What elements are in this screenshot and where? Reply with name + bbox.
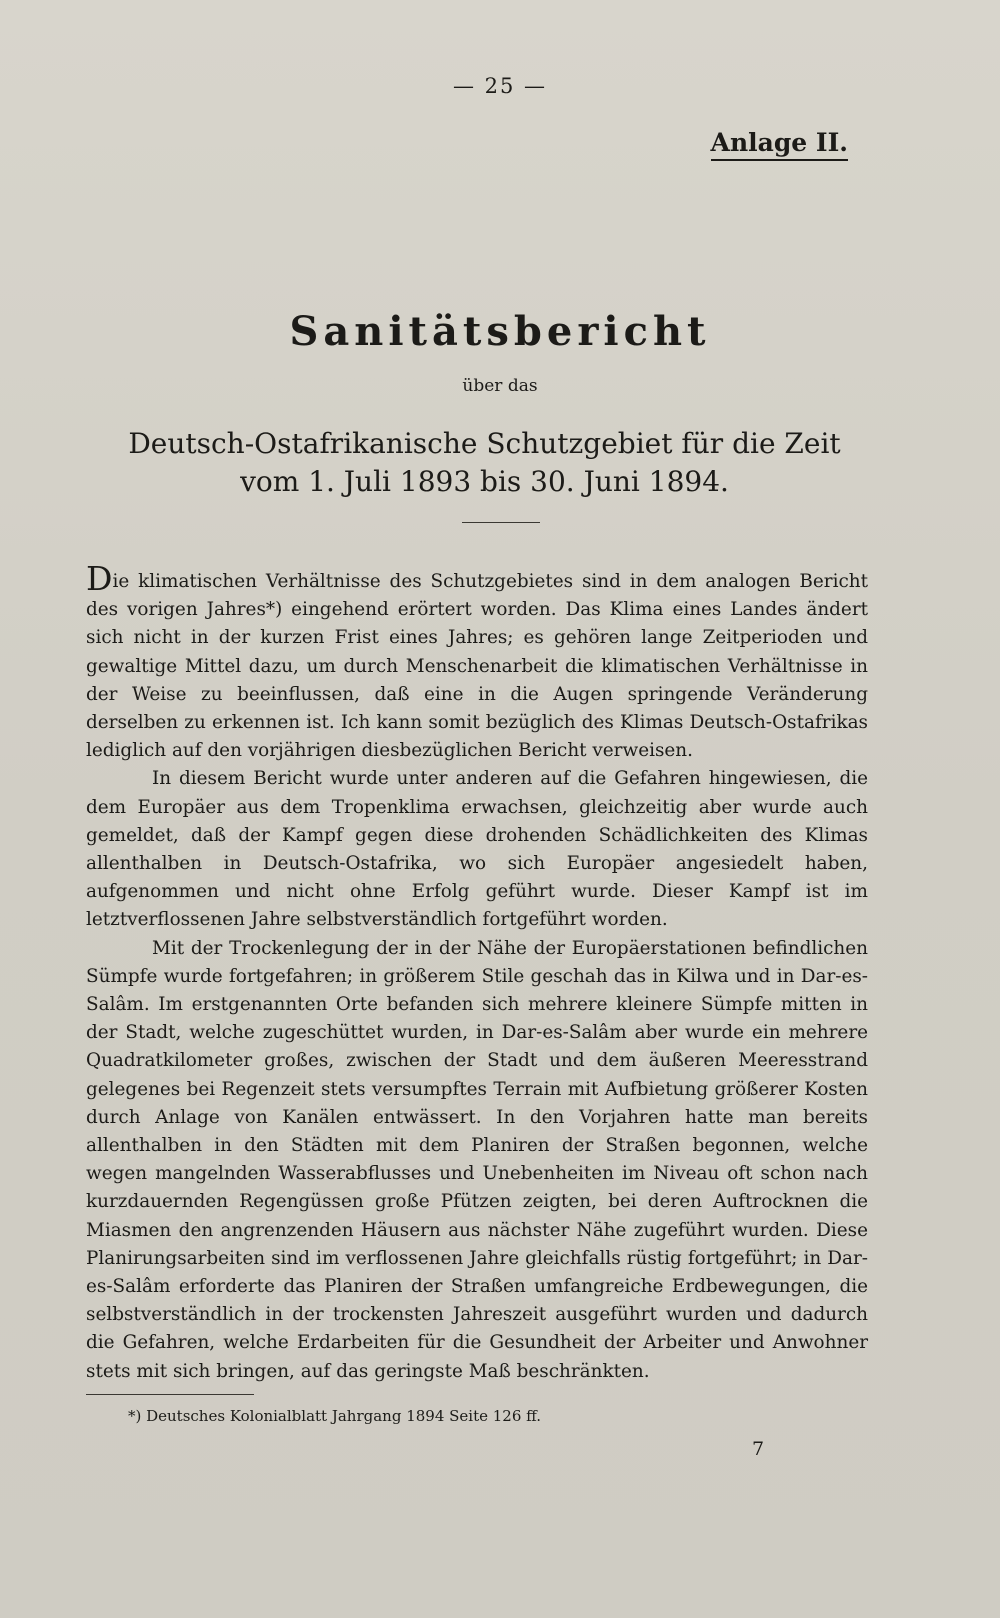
footnote-divider xyxy=(86,1394,254,1395)
page-number: — 25 — xyxy=(452,74,548,98)
paragraph-2: In diesem Bericht wurde unter anderen auf die Gefahren hingewiesen, die dem Europäer aus dem Tropenklima erwachsen, gleichzeitig aber wurde auch gemeldet, daß der Kampf gegen diese drohenden Schädlichkeiten des Klimas allenthalben in Deutsch-Ostafrika, wo sich Europäer angesiedelt haben, aufgenommen und nicht ohne Erfolg geführt wurde. Dieser Kampf ist im letztverflossenen Jahre selbstverständlich fortgeführt worden. xyxy=(86,768,868,931)
body-text xyxy=(86,559,868,1386)
subtitle-connector: über das xyxy=(462,376,538,396)
annex-label: Anlage II. xyxy=(711,128,848,161)
footnote: *) Deutsches Kolonialblatt Jahrgang 1894 Seite 126 ff. xyxy=(128,1407,542,1425)
report-subtitle: Deutsch-Ostafrikanische Schutzgebiet für die Zeit vom 1. Juli 1893 bis 30. Juni 1894. xyxy=(128,427,841,498)
paragraph-1-text: ie klimatischen Verhältnisse des Schutzgebietes sind in dem analogen Bericht des vorigen Jahres*) eingehend erörtert worden. Das Klima eines Landes ändert sich nicht in der kurzen Frist eines Jahres; es gehören lange Zeitperioden und gewaltige Mittel dazu, um durch Menschenarbeit die klimatischen Verhältnisse in der Weise zu beeinflussen, daß eine in die Augen springende Veränderung derselben zu erkennen ist. Ich kann somit bezüglich des Klimas Deutsch-Ostafrikas lediglich auf den vorjährigen diesbezüglichen Bericht verweisen. xyxy=(86,571,868,762)
drop-cap: D xyxy=(86,559,113,598)
paragraph-1 xyxy=(86,559,868,765)
paragraph-3: Mit der Trockenlegung der in der Nähe der Europäerstationen befindlichen Sümpfe wurde fortgefahren; in größerem Stile geschah das in Kilwa und in Dar-es-Salâm. Im erstgenannten Orte befanden sich mehrere kleinere Sümpfe mitten in der Stadt, welche zugeschüttet wurden, in Dar-es-Salâm aber wurde ein mehrere Quadratkilometer großes, zwischen der Stadt und dem äußeren Meeresstrand gelegenes bei Regenzeit stets versumpftes Terrain mit Aufbietung größerer Kosten durch Anlage von Kanälen entwässert. In den Vorjahren hatte man bereits allenthalben in den Städten mit dem Planiren der Straßen begonnen, welche wegen mangelnden Wasserabflusses und Unebenheiten im Niveau oft schon nach kurzdauernden Regengüssen große Pfützen zeigten, bei deren Auftrocknen die Miasmen den angrenzenden Häusern aus nächster Nähe zugeführt wurden. Diese Planirungsarbeiten sind im verflossenen Jahre gleichfalls rüstig fortgeführt; in Dar-es-Salâm erforderte das Planiren der Straßen umfangreiche Erdbewegungen, die selbstverständlich in der trockensten Jahreszeit ausgeführt wurden und dadurch die Gefahren, welche Erdarbeiten für die Gesundheit der Arbeiter und Anwohner stets mit sich bringen, auf das geringste Maß beschränkten. xyxy=(86,937,868,1382)
signature-mark: 7 xyxy=(752,1438,765,1460)
title-divider xyxy=(462,522,540,523)
report-title: Sanitätsbericht xyxy=(289,308,711,355)
